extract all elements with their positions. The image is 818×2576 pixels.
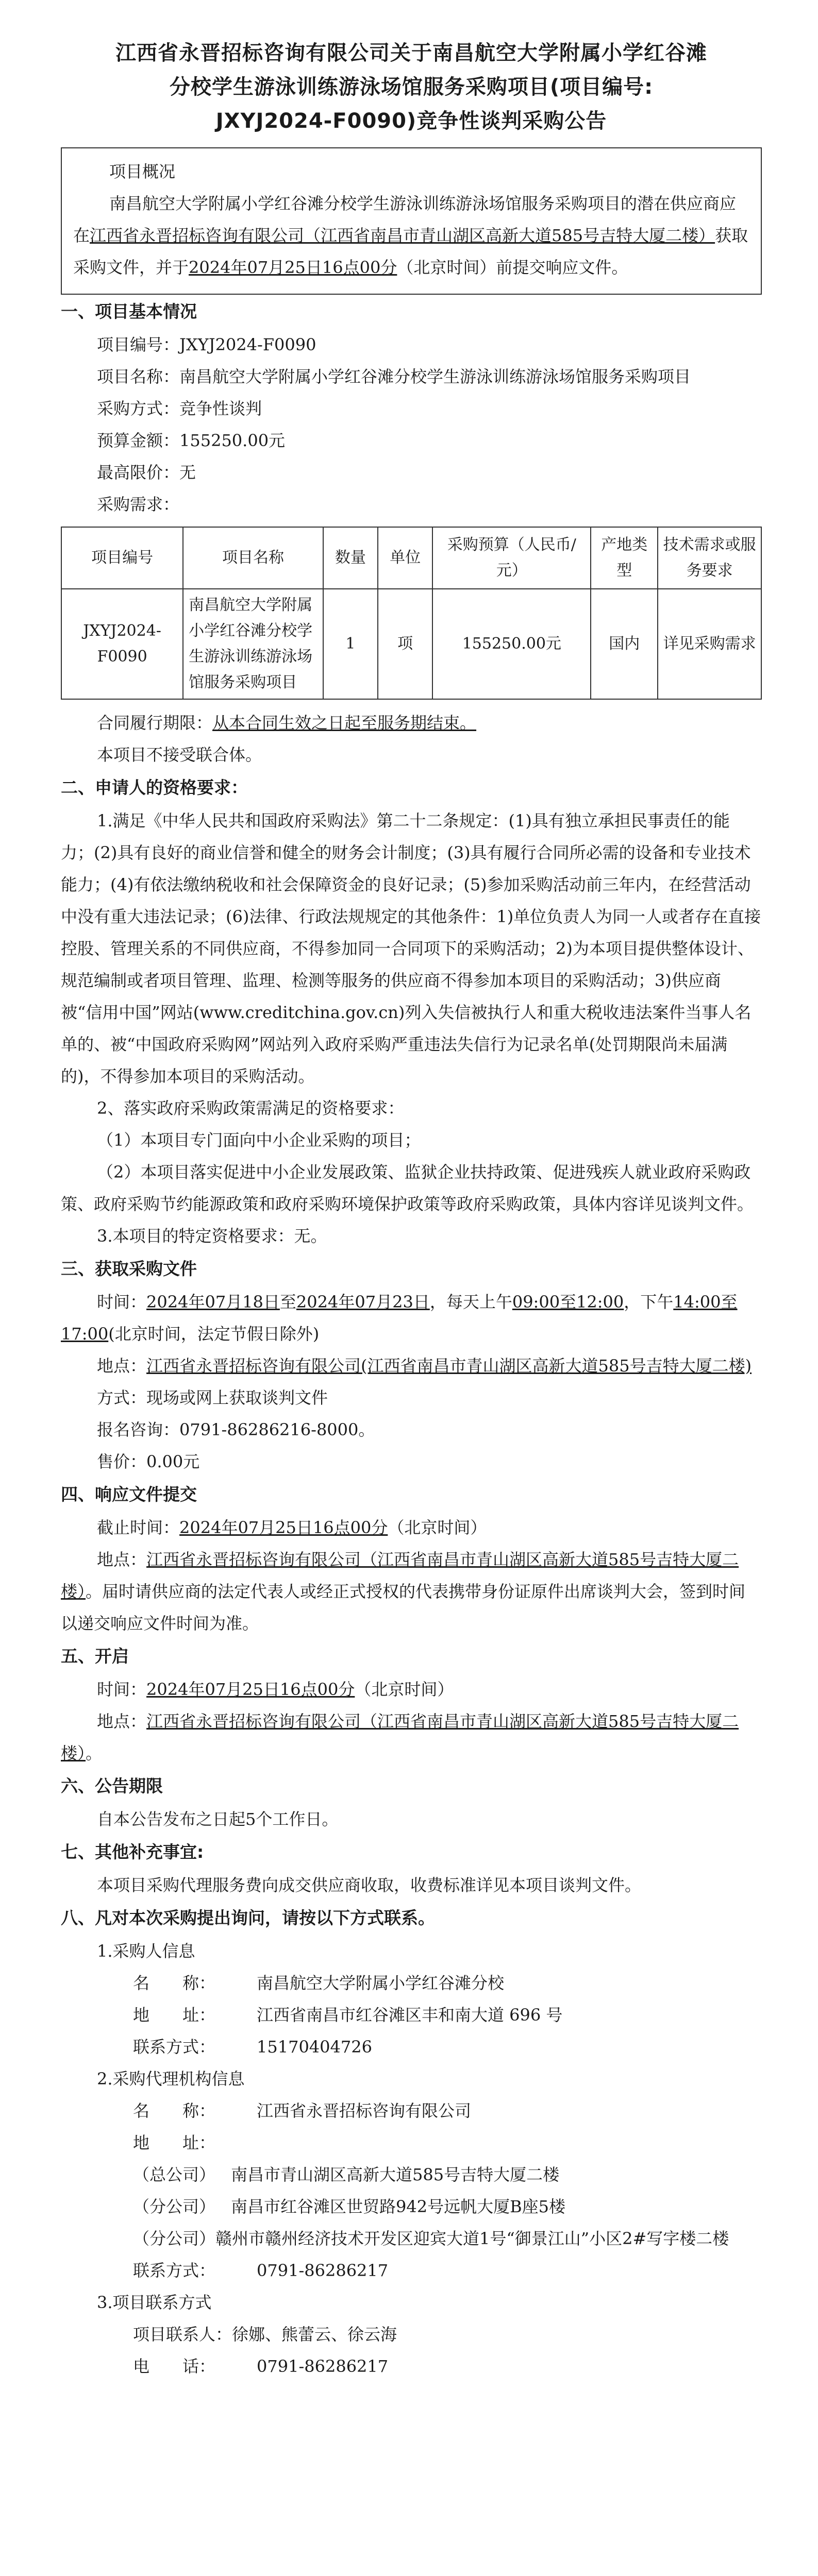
table-cell: 南昌航空大学附属小学红谷滩分校学生游泳训练游泳场馆服务采购项目 <box>183 589 323 699</box>
project-number: 项目编号：JXYJ2024-F0090 <box>97 335 316 354</box>
title-line-1: 江西省永晋招标咨询有限公司关于南昌航空大学附属小学红谷滩 <box>115 41 707 65</box>
table-header: 采购预算（人民币/元） <box>432 527 591 589</box>
overview-heading: 项目概况 <box>109 162 176 181</box>
obtain-end-date: 2024年07月23日 <box>296 1292 430 1312</box>
buyer-name-value: 南昌航空大学附属小学红谷滩分校 <box>257 1973 505 1993</box>
section-contacts <box>61 1901 762 2382</box>
submission-location-value: 江西省永晋招标咨询有限公司（江西省南昌市青山湖区高新大道585号吉特大厦二楼） <box>61 1550 739 1601</box>
table-header: 单位 <box>378 527 432 589</box>
title-line-3: JXYJ2024-F0090)竞争性谈判采购公告 <box>215 109 607 133</box>
section-obtain-docs <box>61 1252 762 1478</box>
obtain-time <box>61 1286 762 1350</box>
agent-branch-1-label: （分公司） <box>133 2197 216 2216</box>
agent-hq-value: 南昌市青山湖区高新大道585号吉特大厦二楼 <box>231 2165 560 2184</box>
buyer-phone <box>61 2031 762 2063</box>
section-notice-period <box>61 1769 762 1835</box>
qualification-p5: 3.本项目的特定资格要求：无。 <box>97 1226 327 1246</box>
section-other <box>61 1835 762 1901</box>
contract-period <box>61 707 762 739</box>
agent-hq <box>61 2159 762 2191</box>
obtain-location <box>61 1350 762 1382</box>
qualification-p2: 2、落实政府采购政策需满足的资格要求： <box>97 1098 405 1118</box>
agent-address-label: 地 址： <box>133 2133 216 2153</box>
opening-time-tz: （北京时间） <box>355 1680 454 1699</box>
notice-period-text: 自本公告发布之日起5个工作日。 <box>97 1809 339 1829</box>
agent-name-value: 江西省永晋招标咨询有限公司 <box>257 2101 472 2121</box>
table-cell: 项 <box>378 589 432 699</box>
project-contact-phone-value: 0791-86286217 <box>257 2357 389 2376</box>
section-basic-info <box>61 295 762 771</box>
table-cell: 详见采购需求 <box>658 589 761 699</box>
buyer-heading: 1.采购人信息 <box>97 1941 195 1961</box>
obtain-afternoon-hours: 14:00至17:00 <box>61 1292 738 1344</box>
contract-period-label: 合同履行期限： <box>97 713 213 733</box>
contract-period-value: 从本合同生效之日起至服务期结束。 <box>212 713 477 733</box>
section-heading-6: 六、公告期限 <box>61 1776 163 1796</box>
other-text: 本项目采购代理服务费向成交供应商收取，收费标准详见本项目谈判文件。 <box>97 1875 642 1895</box>
overview-location: 江西省永晋招标咨询有限公司（江西省南昌市青山湖区高新大道585号吉特大厦二楼） <box>90 226 715 245</box>
table-header: 产地类型 <box>591 527 658 589</box>
requirement-table <box>61 527 762 700</box>
obtain-to: 至 <box>279 1292 296 1312</box>
overview-text-2: 获取采购文件，并于 <box>73 226 748 277</box>
agent-branch-2-label: （分公司） <box>133 2229 216 2248</box>
opening-location <box>61 1705 762 1769</box>
section-opening <box>61 1639 762 1769</box>
table-row <box>61 589 761 699</box>
table-cell: 国内 <box>591 589 658 699</box>
submission-deadline <box>61 1512 762 1544</box>
opening-location-label: 地点： <box>97 1711 147 1731</box>
obtain-price: 售价：0.00元 <box>97 1452 200 1471</box>
agent-hq-label: （总公司） <box>133 2165 216 2184</box>
table-header: 数量 <box>323 527 378 589</box>
buyer-address-label: 地 址： <box>133 2005 216 2025</box>
overview-text-3: （北京时间）前提交响应文件。 <box>397 258 628 277</box>
qualification-p3: （1）本项目专门面向中小企业采购的项目； <box>97 1130 421 1150</box>
section-heading-8: 八、凡对本次采购提出询问，请按以下方式联系。 <box>61 1908 435 1928</box>
obtain-morning-label: ，每天上午 <box>429 1292 512 1312</box>
submission-deadline-label: 截止时间： <box>97 1518 180 1537</box>
buyer-phone-label: 联系方式： <box>133 2037 216 2057</box>
submission-deadline-tz: （北京时间） <box>388 1518 487 1537</box>
submission-location-note: 。届时请供应商的法定代表人或经正式授权的代表携带身份证原件出席谈判大会，签到时间以递交响应文件时间为准。 <box>61 1582 746 1633</box>
section-submission <box>61 1478 762 1639</box>
budget-amount: 预算金额：155250.00元 <box>97 431 286 450</box>
project-contact-person-value: 徐娜、熊蕾云、徐云海 <box>232 2325 397 2344</box>
section-heading-2: 二、申请人的资格要求： <box>61 777 248 798</box>
project-name: 项目名称：南昌航空大学附属小学红谷滩分校学生游泳训练游泳场馆服务采购项目 <box>97 367 691 386</box>
table-cell: JXYJ2024-F0090 <box>61 589 183 699</box>
announcement-title <box>61 36 762 138</box>
project-overview-box <box>61 147 762 295</box>
title-line-2: 分校学生游泳训练游泳场馆服务采购项目(项目编号: <box>169 75 654 99</box>
table-header: 技术需求或服务要求 <box>658 527 761 589</box>
table-cell: 1 <box>323 589 378 699</box>
submission-location <box>61 1544 762 1639</box>
obtain-location-label: 地点： <box>97 1356 147 1376</box>
agent-heading: 2.采购代理机构信息 <box>97 2069 245 2089</box>
qualification-p4: （2）本项目落实促进中小企业发展政策、监狱企业扶持政策、促进残疾人就业政府采购政策、政府采购节约能源政策和政府采购环境保护政策等政府采购政策，具体内容详见谈判文件。 <box>61 1162 754 1214</box>
procurement-need-label: 采购需求： <box>97 495 180 514</box>
obtain-location-value: 江西省永晋招标咨询有限公司(江西省南昌市青山湖区高新大道585号吉特大厦二楼) <box>146 1356 752 1376</box>
table-header: 项目编号 <box>61 527 183 589</box>
obtain-morning-hours: 09:00至12:00 <box>512 1292 624 1312</box>
project-contact-phone <box>61 2350 762 2382</box>
procurement-method: 采购方式：竞争性谈判 <box>97 399 262 418</box>
project-contact-heading: 3.项目联系方式 <box>97 2293 212 2312</box>
section-heading-1: 一、项目基本情况 <box>61 301 197 321</box>
section-heading-7: 七、其他补充事宜: <box>61 1842 204 1862</box>
max-price: 最高限价：无 <box>97 463 196 482</box>
opening-time <box>61 1673 762 1705</box>
table-cell: 155250.00元 <box>432 589 591 699</box>
obtain-way: 方式：现场或网上获取谈判文件 <box>97 1388 328 1408</box>
submission-deadline-value: 2024年07月25日16点00分 <box>179 1518 388 1537</box>
table-header: 项目名称 <box>183 527 323 589</box>
buyer-phone-value: 15170404726 <box>257 2037 372 2057</box>
project-contact-phone-label: 电 话： <box>133 2357 216 2376</box>
obtain-time-label: 时间： <box>97 1292 147 1312</box>
agent-name <box>61 2095 762 2127</box>
agent-branch-1 <box>61 2191 762 2223</box>
obtain-afternoon-label: ，下午 <box>624 1292 674 1312</box>
overview-text-1: 南昌航空大学附属小学红谷滩分校学生游泳训练游泳场馆服务采购项目的潜在供应商应在 <box>73 194 737 245</box>
agent-name-label: 名 称： <box>133 2101 216 2121</box>
qualification-p1: 1.满足《中华人民共和国政府采购法》第二十二条规定：(1)具有独立承担民事责任的能力；(2)具有良好的商业信誉和健全的财务会计制度；(3)具有履行合同所必需的设备和专业技术能力；(4)有依法缴纳税收和社会保障资金的良好记录；(5)参加采购活动前三年内，在经营活动中没有重大违法记录；(6)法律、行政法规规定的其他条件：1)单位负责人为同一人或者存在直接控股、管理关系的不同供应商，不得参加同一合同项下的采购活动；2)为本项目提供整体设计、规范编制或者项目管理、监理、检测等服务的供应商不得参加本项目的采购活动；3)供应商被“信用中国”网站(www.creditchina.gov.cn)列入失信被执行人和重大税收违法案件当事人名单的、被“中国政府采购网”网站列入政府采购严重违法失信行为记录名单(处罚期限尚未届满的)，不得参加本项目的采购活动。 <box>61 811 761 1086</box>
announcement-page <box>61 36 762 2382</box>
agent-branch-1-value: 南昌市红谷滩区世贸路942号远帆大厦B座5楼 <box>231 2197 565 2216</box>
buyer-address-value: 江西省南昌市红谷滩区丰和南大道 696 号 <box>257 2005 563 2025</box>
obtain-contact: 报名咨询：0791-86286216-8000。 <box>97 1420 375 1439</box>
buyer-name <box>61 1967 762 1999</box>
opening-time-value: 2024年07月25日16点00分 <box>146 1680 355 1699</box>
opening-location-value: 江西省永晋招标咨询有限公司（江西省南昌市青山湖区高新大道585号吉特大厦二楼） <box>61 1711 739 1763</box>
table-header-row <box>61 527 761 589</box>
section-qualification <box>61 771 762 1252</box>
section-heading-4: 四、响应文件提交 <box>61 1484 197 1504</box>
agent-phone-label: 联系方式： <box>133 2261 216 2280</box>
overview-deadline: 2024年07月25日16点00分 <box>189 258 397 277</box>
section-heading-3: 三、获取采购文件 <box>61 1259 197 1279</box>
agent-branch-2 <box>61 2223 762 2255</box>
project-contact-person <box>61 2318 762 2350</box>
obtain-time-note: (北京时间，法定节假日除外) <box>108 1324 320 1344</box>
buyer-name-label: 名 称： <box>133 1973 216 1993</box>
consortium-note: 本项目不接受联合体。 <box>97 745 262 765</box>
section-heading-5: 五、开启 <box>61 1646 129 1666</box>
project-contact-person-label: 项目联系人： <box>133 2325 232 2344</box>
opening-location-tail: 。 <box>86 1743 103 1763</box>
agent-phone-value: 0791-86286217 <box>257 2261 389 2280</box>
opening-time-label: 时间： <box>97 1680 147 1699</box>
agent-phone <box>61 2255 762 2286</box>
obtain-start-date: 2024年07月18日 <box>146 1292 280 1312</box>
submission-location-label: 地点： <box>97 1550 147 1569</box>
overview-text <box>73 188 749 283</box>
buyer-address <box>61 1999 762 2031</box>
agent-branch-2-value: 赣州市赣州经济技术开发区迎宾大道1号“御景江山”小区2#写字楼二楼 <box>215 2229 729 2248</box>
